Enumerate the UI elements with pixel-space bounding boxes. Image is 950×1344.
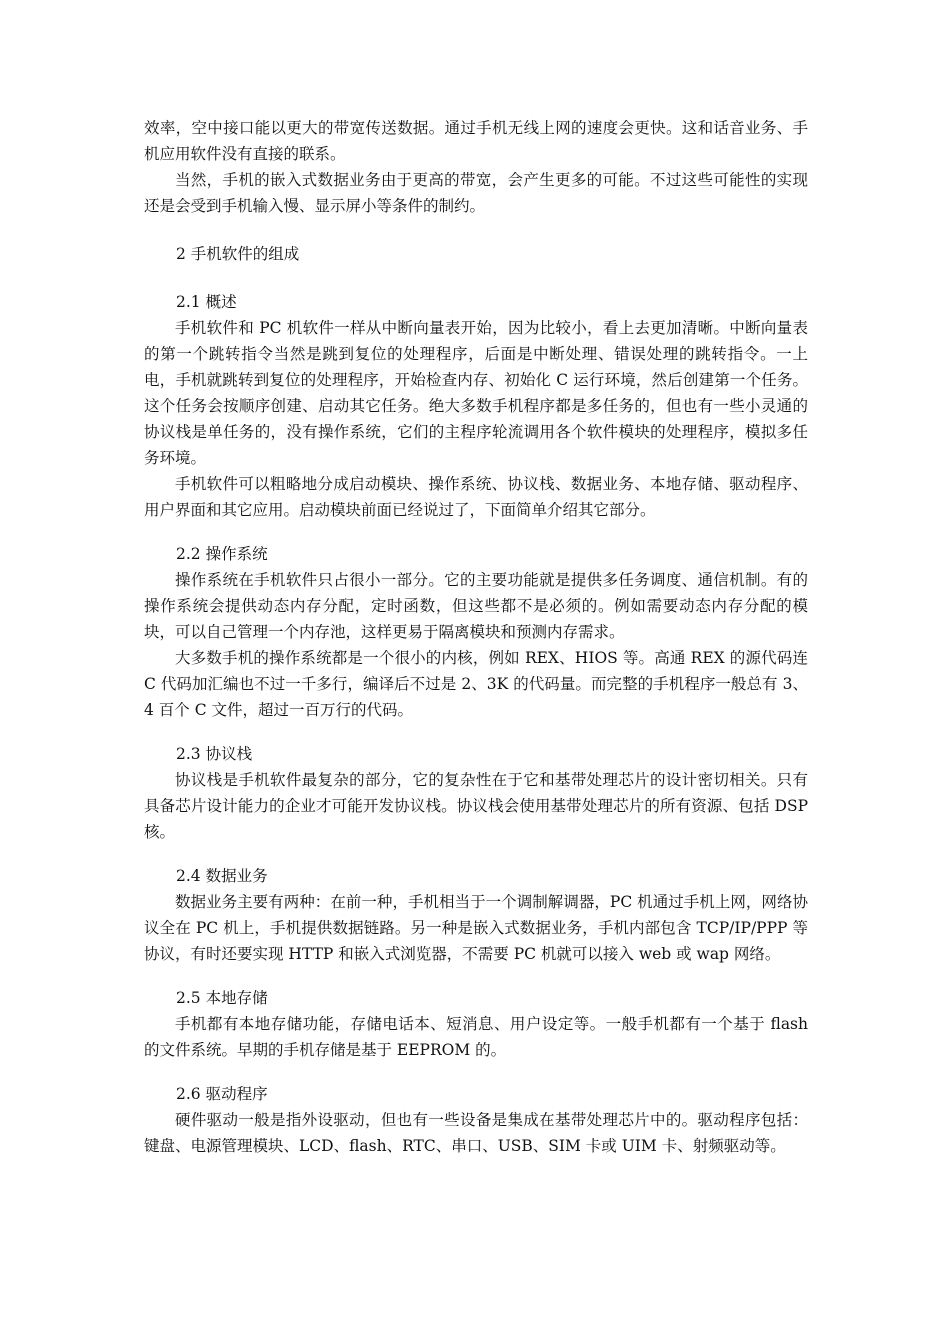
document-page [144, 115, 808, 1159]
section-paragraph: 操作系统在手机软件只占很小一部分。它的主要功能就是提供多任务调度、通信机制。有的操作系统会提供动态内存分配，定时函数，但这些都不是必须的。例如需要动态内存分配的模块，可以自己管理一个内存池，这样更易于隔离模块和预测内存需求。 [144, 571, 808, 641]
section-local-storage [144, 985, 808, 1063]
section-paragraph: 硬件驱动一般是指外设驱动，但也有一些设备是集成在基带处理芯片中的。驱动程序包括：键盘、电源管理模块、LCD、flash、RTC、串口、USB、SIM 卡或 UIM 卡、射频驱动等。 [144, 1111, 808, 1155]
section-paragraph: 数据业务主要有两种：在前一种，手机相当于一个调制解调器，PC 机通过手机上网，网络协议全在 PC 机上，手机提供数据链路。另一种是嵌入式数据业务，手机内部包含 TCP/IP/PPP 等协议，有时还要实现 HTTP 和嵌入式浏览器，不需要 PC 机就可以接入 web 或 wap 网络。 [144, 893, 808, 963]
section-heading: 2.4 数据业务 [176, 867, 268, 885]
section-operating-system [144, 541, 808, 723]
section-paragraph: 手机都有本地存储功能，存储电话本、短消息、用户设定等。一般手机都有一个基于 flash 的文件系统。早期的手机存储是基于 EEPROM 的。 [144, 1015, 808, 1059]
section-heading: 2.5 本地存储 [176, 989, 268, 1007]
chapter-heading: 2 手机软件的组成 [176, 245, 300, 263]
section-drivers [144, 1081, 808, 1159]
section-heading: 2.3 协议栈 [176, 745, 253, 763]
section-data-services [144, 863, 808, 967]
section-paragraph: 手机软件和 PC 机软件一样从中断向量表开始，因为比较小，看上去更加清晰。中断向量表的第一个跳转指令当然是跳到复位的处理程序，后面是中断处理、错误处理的跳转指令。一上电，手机就跳转到复位的处理程序，开始检查内存、初始化 C 运行环境，然后创建第一个任务。这个任务会按顺序创建、启动其它任务。绝大多数手机程序都是多任务的，但也有一些小灵通的协议栈是单任务的，没有操作系统，它们的主程序轮流调用各个软件模块的处理程序，模拟多任务环境。 [144, 319, 808, 467]
section-overview [144, 289, 808, 523]
section-heading: 2.2 操作系统 [176, 545, 268, 563]
section-paragraph: 手机软件可以粗略地分成启动模块、操作系统、协议栈、数据业务、本地存储、驱动程序、用户界面和其它应用。启动模块前面已经说过了，下面简单介绍其它部分。 [144, 475, 808, 519]
intro-paragraph-1: 效率，空中接口能以更大的带宽传送数据。通过手机无线上网的速度会更快。这和话音业务、手机应用软件没有直接的联系。 [144, 119, 808, 163]
section-paragraph: 协议栈是手机软件最复杂的部分，它的复杂性在于它和基带处理芯片的设计密切相关。只有具备芯片设计能力的企业才可能开发协议栈。协议栈会使用基带处理芯片的所有资源、包括 DSP 核。 [144, 771, 808, 841]
section-heading: 2.1 概述 [176, 293, 237, 311]
section-heading: 2.6 驱动程序 [176, 1085, 268, 1103]
section-paragraph: 大多数手机的操作系统都是一个很小的内核，例如 REX、HIOS 等。高通 REX 的源代码连 C 代码加汇编也不过一千多行，编译后不过是 2、3K 的代码量。而完整的手机程序一般总有 3、4 百个 C 文件，超过一百万行的代码。 [144, 649, 808, 719]
intro-paragraph-2: 当然，手机的嵌入式数据业务由于更高的带宽，会产生更多的可能。不过这些可能性的实现还是会受到手机输入慢、显示屏小等条件的制约。 [144, 171, 808, 215]
section-protocol-stack [144, 741, 808, 845]
